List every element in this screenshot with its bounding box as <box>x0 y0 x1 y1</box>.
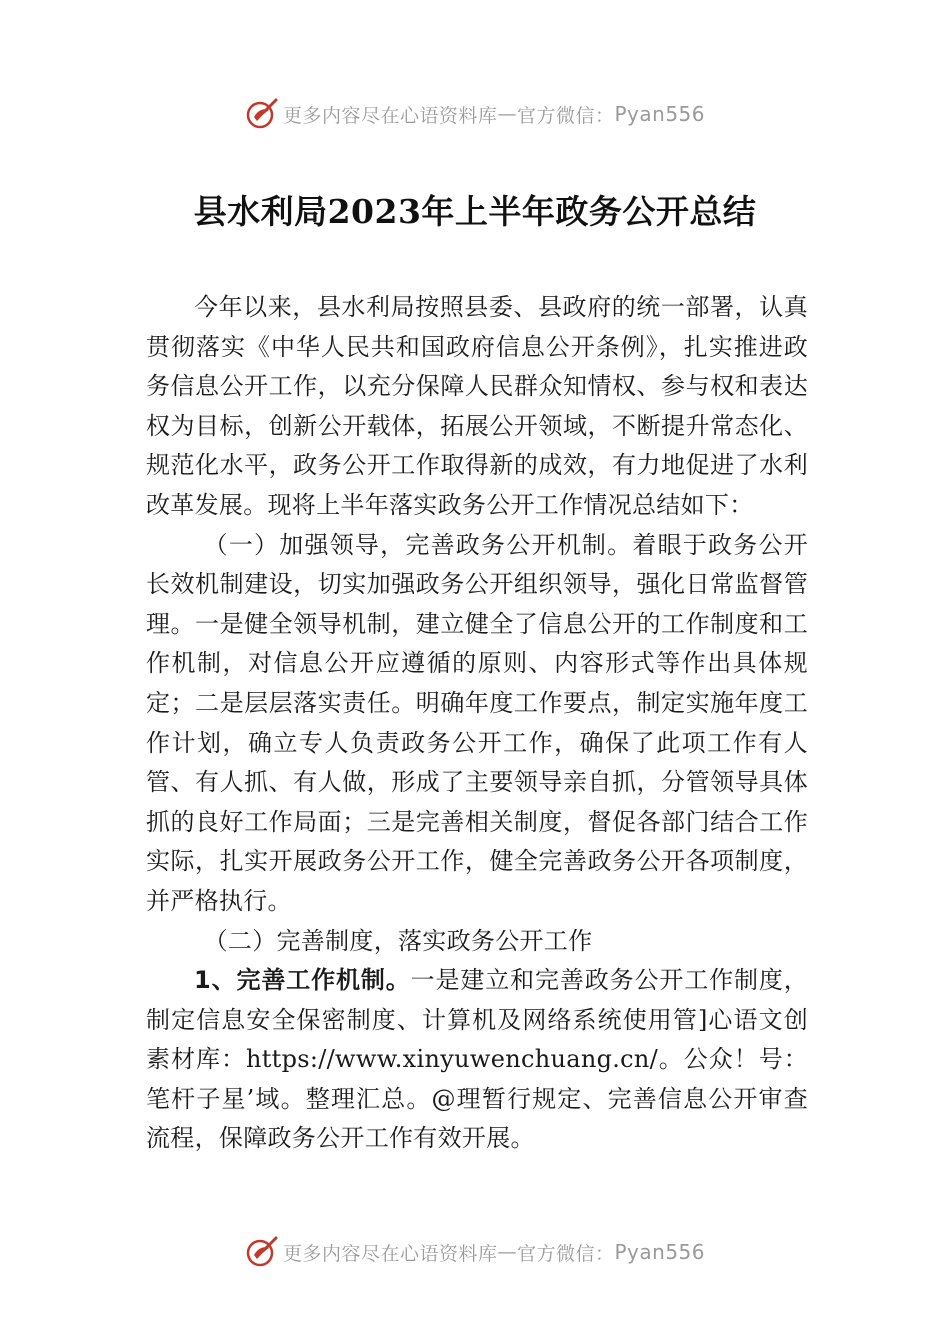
banner-wechat-label: 官方微信： <box>516 1242 615 1265</box>
banner-separator: — <box>497 103 517 125</box>
brush-logo-icon <box>245 1235 279 1269</box>
banner-wechat-label: 官方微信： <box>516 104 615 127</box>
item-1-lead: 1、完善工作机制。 <box>194 966 411 995</box>
paragraph-intro: 今年以来，县水利局按照县委、县政府的统一部署，认真贯彻落实《中华人民共和国政府信息公开条例》，扎实推进政务信息公开工作，以充分保障人民群众知情权、参与权和表达权为目标，创新公开载体，拓展公开领域，不断提升常态化、规范化水平，政务公开工作取得新的成效，有力地促进了水利改革发展。现将上半年落实政务公开工作情况总结如下： <box>146 293 808 519</box>
brush-logo-icon <box>245 97 279 131</box>
paragraph-section-2-heading: （二）完善制度，落实政务公开工作 <box>203 926 593 955</box>
item-1-text: 一是建立和完善政务公开工作制度，制定信息安全保密制度、计算机及网络系统使用管]心语文创素材库：https://www.xinyuwenchuang.cn/。公众！号：笔杆子星’域。整理汇总。@理暂行规定、完善信息公开审查流程，保障政务公开工作有效开展。 <box>146 966 808 1153</box>
banner-separator: — <box>497 1241 517 1263</box>
banner-text: 更多内容尽在心语资料库 <box>282 104 498 127</box>
footer-banner <box>0 1232 950 1272</box>
banner-wechat-id: Pyan556 <box>614 1240 706 1264</box>
paragraph-section-1: （一）加强领导，完善政务公开机制。着眼于政务公开长效机制建设，切实加强政务公开组织领导，强化日常监督管理。一是健全领导机制，建立健全了信息公开的工作制度和工作机制，对信息公开应遵循的原则、内容形式等作出具体规定；二是层层落实责任。明确年度工作要点，制定实施年度工作计划，确立专人负责政务公开工作，确保了此项工作有人管、有人抓、有人做，形成了主要领导亲自抓，分管领导具体抓的良好工作局面；三是完善相关制度，督促各部门结合工作实际，扎实开展政务公开工作，健全完善政务公开各项制度，并严格执行。 <box>146 530 808 915</box>
header-banner <box>0 94 950 134</box>
document-title: 县水利局2023年上半年政务公开总结 <box>193 192 757 231</box>
document-body <box>146 288 808 1159</box>
paragraph-item-1 <box>146 961 808 1159</box>
banner-text: 更多内容尽在心语资料库 <box>282 1242 498 1265</box>
banner-wechat-id: Pyan556 <box>614 102 706 126</box>
